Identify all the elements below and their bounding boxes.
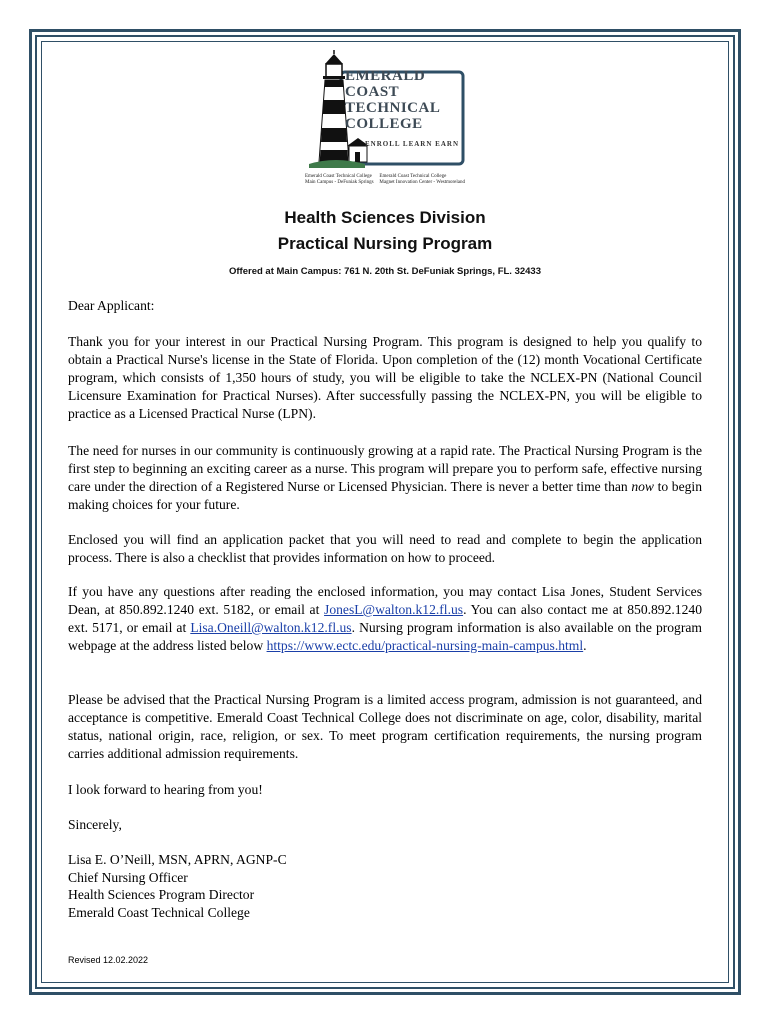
campus-address: Offered at Main Campus: 761 N. 20th St. DeFuniak Springs, FL. 32433 — [229, 266, 541, 277]
division-title: Health Sciences Division — [284, 208, 486, 227]
logo-wordmark: EMERALD COAST TECHNICAL COLLEGE — [345, 68, 441, 132]
paragraph-need: The need for nurses in our community is continuously growing at a rapid rate. The Practical Nursing Program is the first step to beginning an exciting career as a nurse. This program will prepare you to perform safe, effective nursing care under the direction of a Registered Nurse or Licensed Physician. There is never a better time than now to begin making choices for your future. — [68, 443, 702, 512]
revision-date: Revised 12.02.2022 — [68, 955, 149, 965]
logo-tagline: ENROLL LEARN EARN — [364, 140, 459, 148]
signer-title-2: Health Sciences Program Director — [68, 887, 255, 902]
college-logo — [305, 50, 465, 195]
program-webpage-link[interactable]: https://www.ectc.edu/practical-nursing-main-campus.html — [266, 638, 584, 653]
paragraph-limited-access: Please be advised that the Practical Nursing Program is a limited access program, admission is not guaranteed, and acceptance is competitive. Emerald Coast Technical College does not discriminate on age, color, disability, marital status, national origin, race, religion, or sex. To meet program certification requirements, the nursing program carries additional admission requirements. — [68, 692, 702, 761]
signoff: Sincerely, — [68, 817, 122, 832]
paragraph-intro: Thank you for your interest in our Practical Nursing Program. This program is designed to help you qualify to obtain a Practical Nurse's license in the State of Florida. Upon completion of the (12) month Vocational Certificate program, which consists of 1,350 hours of study, you will be eligible to take the NCLEX-PN (National Council Licensure Examination for Practical Nurses). After successfully passing the NCLEX-PN, you will be eligible to practice as a Licensed Practical Nurse (LPN). — [68, 334, 702, 421]
email-link-oneill[interactable]: Lisa.Oneill@walton.k12.fl.us — [190, 620, 352, 635]
paragraph-contact: If you have any questions after reading the enclosed information, you may contact Lisa Jones, Student Services Dean, at 850.892.1240 ext. 5182, or email at JonesL@walton.k12.fl.us. You can also contact me at 850.892.1240 ext. 5171, or email at Lisa.Oneill@walton.k12.fl.us. Nursing program information is also available on the program webpage at the address listed below https://www.ectc.edu/practical-nursing-main-campus.html. — [68, 584, 702, 653]
program-title: Practical Nursing Program — [277, 234, 493, 253]
signature-block — [68, 851, 287, 921]
signer-title-1: Chief Nursing Officer — [68, 869, 188, 885]
signer-organization: Emerald Coast Technical College — [68, 904, 250, 920]
closing-line: I look forward to hearing from you! — [68, 782, 263, 797]
email-link-jones[interactable]: JonesL@walton.k12.fl.us — [324, 602, 464, 617]
greeting: Dear Applicant: — [68, 298, 155, 313]
paragraph-enclosed: Enclosed you will find an application packet that you will need to read and complete to begin the application process. There is also a checklist that provides information on how to proceed. — [68, 532, 702, 565]
signer-name: Lisa E. O’Neill, MSN, APRN, AGNP-C — [68, 852, 287, 867]
logo-campus-captions: Emerald Coast Technical College Main Campus - DeFuniak Springs Emerald Coast Technical College Magnet Innovation Center - Westmoreland — [305, 174, 465, 185]
